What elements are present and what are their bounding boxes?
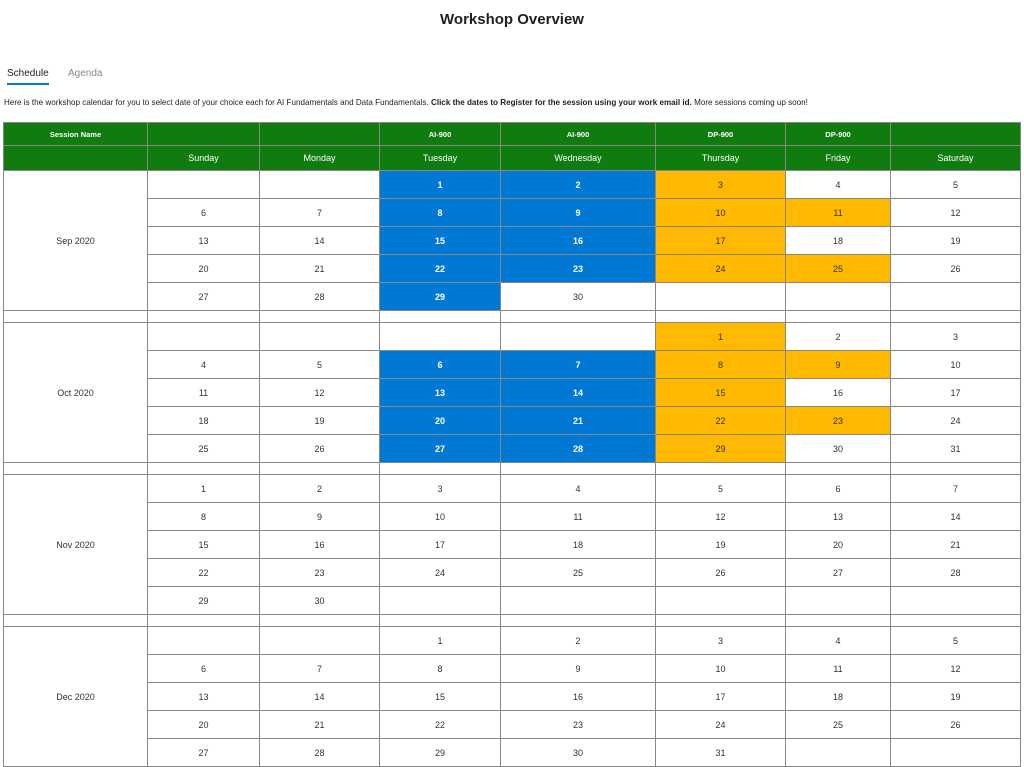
dp-900-session-date[interactable]: 24 [656, 255, 786, 283]
spacer-cell [380, 463, 501, 475]
calendar-day-cell [148, 171, 260, 199]
spacer-cell [148, 615, 260, 627]
calendar-day-cell: 10 [891, 351, 1021, 379]
calendar-day-cell: 12 [891, 199, 1021, 227]
calendar-day-cell: 21 [260, 255, 380, 283]
calendar-day-cell: 8 [380, 655, 501, 683]
calendar-day-cell: 31 [656, 739, 786, 767]
weekday-header-cell: Wednesday [501, 146, 656, 171]
header-session-row [4, 123, 1021, 146]
dp-900-session-date[interactable]: 22 [656, 407, 786, 435]
ai-900-session-date[interactable]: 13 [380, 379, 501, 407]
calendar-week-row [4, 255, 1021, 283]
calendar-day-cell: 3 [656, 627, 786, 655]
spacer-cell [260, 311, 380, 323]
calendar-day-cell: 8 [148, 503, 260, 531]
ai-900-session-date[interactable]: 2 [501, 171, 656, 199]
calendar-day-cell: 28 [260, 283, 380, 311]
ai-900-session-date[interactable]: 14 [501, 379, 656, 407]
calendar-day-cell: 24 [891, 407, 1021, 435]
calendar-week-row [4, 171, 1021, 199]
calendar-day-cell: 5 [656, 475, 786, 503]
spacer-cell [656, 311, 786, 323]
calendar-day-cell: 2 [260, 475, 380, 503]
spacer-cell [4, 615, 148, 627]
spacer-cell [501, 615, 656, 627]
session-header-cell: DP-900 [786, 123, 891, 146]
ai-900-session-date[interactable]: 22 [380, 255, 501, 283]
dp-900-session-date[interactable]: 29 [656, 435, 786, 463]
calendar-day-cell: 20 [148, 711, 260, 739]
calendar-description [4, 98, 808, 107]
calendar-week-row [4, 227, 1021, 255]
month-spacer-row [4, 463, 1021, 475]
ai-900-session-date[interactable]: 21 [501, 407, 656, 435]
spacer-cell [501, 463, 656, 475]
dp-900-session-date[interactable]: 3 [656, 171, 786, 199]
calendar-day-cell: 30 [786, 435, 891, 463]
dp-900-session-date[interactable]: 1 [656, 323, 786, 351]
calendar-day-cell: 28 [891, 559, 1021, 587]
calendar-day-cell: 16 [786, 379, 891, 407]
calendar-day-cell: 23 [260, 559, 380, 587]
calendar-day-cell [501, 587, 656, 615]
weekday-header-cell: Thursday [656, 146, 786, 171]
calendar-day-cell: 5 [891, 627, 1021, 655]
calendar-day-cell: 25 [501, 559, 656, 587]
dp-900-session-date[interactable]: 25 [786, 255, 891, 283]
calendar-day-cell: 12 [656, 503, 786, 531]
spacer-cell [4, 463, 148, 475]
month-spacer-row [4, 615, 1021, 627]
ai-900-session-date[interactable]: 6 [380, 351, 501, 379]
page-title: Workshop Overview [440, 11, 584, 28]
spacer-cell [260, 463, 380, 475]
calendar-day-cell: 19 [656, 531, 786, 559]
calendar-week-row [4, 683, 1021, 711]
spacer-cell [380, 615, 501, 627]
calendar-day-cell: 14 [260, 683, 380, 711]
spacer-cell [891, 463, 1021, 475]
calendar-day-cell: 9 [260, 503, 380, 531]
calendar-day-cell: 11 [786, 655, 891, 683]
weekday-header-cell [4, 146, 148, 171]
spacer-cell [786, 311, 891, 323]
ai-900-session-date[interactable]: 9 [501, 199, 656, 227]
calendar-day-cell: 26 [891, 711, 1021, 739]
calendar-day-cell: 29 [148, 587, 260, 615]
calendar-day-cell: 17 [891, 379, 1021, 407]
calendar-day-cell: 17 [380, 531, 501, 559]
tab-schedule[interactable]: Schedule [7, 68, 49, 79]
calendar-day-cell: 15 [380, 683, 501, 711]
calendar-day-cell: 1 [380, 627, 501, 655]
session-header-cell: AI-900 [380, 123, 501, 146]
calendar-day-cell: 5 [891, 171, 1021, 199]
ai-900-session-date[interactable]: 29 [380, 283, 501, 311]
calendar-day-cell: 20 [786, 531, 891, 559]
calendar-day-cell: 28 [260, 739, 380, 767]
calendar-week-row [4, 379, 1021, 407]
dp-900-session-date[interactable]: 8 [656, 351, 786, 379]
calendar-day-cell: 19 [891, 683, 1021, 711]
session-header-cell [148, 123, 260, 146]
calendar-day-cell: 14 [260, 227, 380, 255]
calendar-day-cell: 4 [786, 171, 891, 199]
session-header-cell [891, 123, 1021, 146]
calendar-day-cell: 12 [260, 379, 380, 407]
calendar-day-cell: 31 [891, 435, 1021, 463]
calendar-day-cell [148, 627, 260, 655]
calendar-week-row [4, 323, 1021, 351]
calendar-day-cell [656, 283, 786, 311]
calendar-day-cell [891, 587, 1021, 615]
calendar-day-cell: 7 [260, 655, 380, 683]
calendar-day-cell: 27 [148, 739, 260, 767]
calendar-day-cell: 18 [786, 227, 891, 255]
spacer-cell [148, 463, 260, 475]
calendar-day-cell [786, 739, 891, 767]
calendar-day-cell: 13 [786, 503, 891, 531]
dp-900-session-date[interactable]: 10 [656, 199, 786, 227]
calendar-week-row [4, 475, 1021, 503]
calendar-day-cell: 26 [656, 559, 786, 587]
month-label: Nov 2020 [4, 475, 148, 615]
session-header-cell: DP-900 [656, 123, 786, 146]
calendar-day-cell: 29 [380, 739, 501, 767]
calendar-day-cell: 19 [891, 227, 1021, 255]
session-header-cell [260, 123, 380, 146]
calendar-week-row [4, 587, 1021, 615]
calendar-day-cell: 18 [786, 683, 891, 711]
calendar-week-row [4, 351, 1021, 379]
calendar-day-cell: 14 [891, 503, 1021, 531]
calendar-day-cell: 2 [786, 323, 891, 351]
calendar-day-cell: 30 [501, 283, 656, 311]
ai-900-session-date[interactable]: 8 [380, 199, 501, 227]
calendar-day-cell: 6 [148, 655, 260, 683]
workshop-calendar-table [3, 122, 1021, 767]
calendar-day-cell: 10 [380, 503, 501, 531]
calendar-day-cell [260, 171, 380, 199]
calendar-week-row [4, 655, 1021, 683]
calendar-day-cell: 3 [891, 323, 1021, 351]
calendar-day-cell [380, 587, 501, 615]
calendar-day-cell: 17 [656, 683, 786, 711]
calendar-day-cell: 18 [148, 407, 260, 435]
calendar-day-cell: 18 [501, 531, 656, 559]
calendar-week-row [4, 407, 1021, 435]
calendar-day-cell: 30 [260, 587, 380, 615]
calendar-day-cell: 19 [260, 407, 380, 435]
calendar-day-cell [891, 739, 1021, 767]
spacer-cell [786, 615, 891, 627]
spacer-cell [656, 615, 786, 627]
dp-900-session-date[interactable]: 15 [656, 379, 786, 407]
calendar-day-cell: 21 [260, 711, 380, 739]
month-label: Oct 2020 [4, 323, 148, 463]
spacer-cell [380, 311, 501, 323]
calendar-day-cell: 15 [148, 531, 260, 559]
calendar-day-cell: 11 [148, 379, 260, 407]
calendar-day-cell: 16 [501, 683, 656, 711]
calendar-week-row [4, 739, 1021, 767]
ai-900-session-date[interactable]: 7 [501, 351, 656, 379]
session-header-cell: AI-900 [501, 123, 656, 146]
calendar-day-cell: 9 [501, 655, 656, 683]
ai-900-session-date[interactable]: 15 [380, 227, 501, 255]
calendar-day-cell: 13 [148, 683, 260, 711]
calendar-day-cell [656, 587, 786, 615]
calendar-day-cell: 26 [891, 255, 1021, 283]
calendar-day-cell: 26 [260, 435, 380, 463]
calendar-day-cell: 27 [786, 559, 891, 587]
calendar-week-row [4, 627, 1021, 655]
weekday-header-cell: Tuesday [380, 146, 501, 171]
spacer-cell [148, 311, 260, 323]
spacer-cell [891, 615, 1021, 627]
calendar-day-cell: 22 [380, 711, 501, 739]
description-more-sessions: More sessions coming up soon! [691, 98, 808, 107]
calendar-day-cell: 25 [148, 435, 260, 463]
tab-agenda[interactable]: Agenda [68, 68, 103, 79]
calendar-day-cell: 21 [891, 531, 1021, 559]
calendar-day-cell: 23 [501, 711, 656, 739]
calendar-day-cell: 10 [656, 655, 786, 683]
calendar-day-cell: 2 [501, 627, 656, 655]
description-register-instruction: Click the dates to Register for the session using your work email id. [430, 98, 692, 107]
calendar-day-cell: 24 [380, 559, 501, 587]
ai-900-session-date[interactable]: 28 [501, 435, 656, 463]
month-label: Sep 2020 [4, 171, 148, 311]
ai-900-session-date[interactable]: 23 [501, 255, 656, 283]
ai-900-session-date[interactable]: 27 [380, 435, 501, 463]
calendar-day-cell [786, 587, 891, 615]
calendar-day-cell: 4 [148, 351, 260, 379]
dp-900-session-date[interactable]: 17 [656, 227, 786, 255]
month-label: Dec 2020 [4, 627, 148, 767]
calendar-day-cell: 16 [260, 531, 380, 559]
calendar-day-cell: 24 [656, 711, 786, 739]
spacer-cell [786, 463, 891, 475]
spacer-cell [260, 615, 380, 627]
calendar-day-cell [501, 323, 656, 351]
calendar-day-cell: 13 [148, 227, 260, 255]
calendar-week-row [4, 559, 1021, 587]
calendar-day-cell: 22 [148, 559, 260, 587]
calendar-day-cell [786, 283, 891, 311]
description-text: Here is the workshop calendar for you to select date of your choice each for AI Fundamentals and Data Fundamentals. [4, 98, 431, 107]
calendar-week-row [4, 503, 1021, 531]
weekday-header-cell: Saturday [891, 146, 1021, 171]
weekday-header-cell: Sunday [148, 146, 260, 171]
calendar-day-cell: 6 [786, 475, 891, 503]
dp-900-session-date[interactable]: 23 [786, 407, 891, 435]
calendar-day-cell: 7 [891, 475, 1021, 503]
calendar-day-cell: 3 [380, 475, 501, 503]
ai-900-session-date[interactable]: 16 [501, 227, 656, 255]
calendar-day-cell: 20 [148, 255, 260, 283]
calendar-week-row [4, 531, 1021, 559]
dp-900-session-date[interactable]: 9 [786, 351, 891, 379]
spacer-cell [891, 311, 1021, 323]
calendar-day-cell: 1 [148, 475, 260, 503]
ai-900-session-date[interactable]: 1 [380, 171, 501, 199]
calendar-day-cell: 6 [148, 199, 260, 227]
ai-900-session-date[interactable]: 20 [380, 407, 501, 435]
calendar-day-cell [891, 283, 1021, 311]
dp-900-session-date[interactable]: 11 [786, 199, 891, 227]
calendar-day-cell: 12 [891, 655, 1021, 683]
calendar-day-cell: 4 [786, 627, 891, 655]
calendar-day-cell [260, 627, 380, 655]
calendar-day-cell: 7 [260, 199, 380, 227]
calendar-day-cell: 4 [501, 475, 656, 503]
calendar-week-row [4, 435, 1021, 463]
calendar-day-cell [380, 323, 501, 351]
calendar-day-cell: 30 [501, 739, 656, 767]
month-spacer-row [4, 311, 1021, 323]
calendar-day-cell: 25 [786, 711, 891, 739]
calendar-day-cell: 11 [501, 503, 656, 531]
calendar-week-row [4, 711, 1021, 739]
calendar-day-cell: 27 [148, 283, 260, 311]
spacer-cell [4, 311, 148, 323]
calendar-day-cell: 5 [260, 351, 380, 379]
weekday-header-cell: Monday [260, 146, 380, 171]
calendar-day-cell [148, 323, 260, 351]
spacer-cell [656, 463, 786, 475]
calendar-week-row [4, 283, 1021, 311]
header-weekday-row [4, 146, 1021, 171]
session-header-cell: Session Name [4, 123, 148, 146]
spacer-cell [501, 311, 656, 323]
calendar-day-cell [260, 323, 380, 351]
weekday-header-cell: Friday [786, 146, 891, 171]
calendar-week-row [4, 199, 1021, 227]
